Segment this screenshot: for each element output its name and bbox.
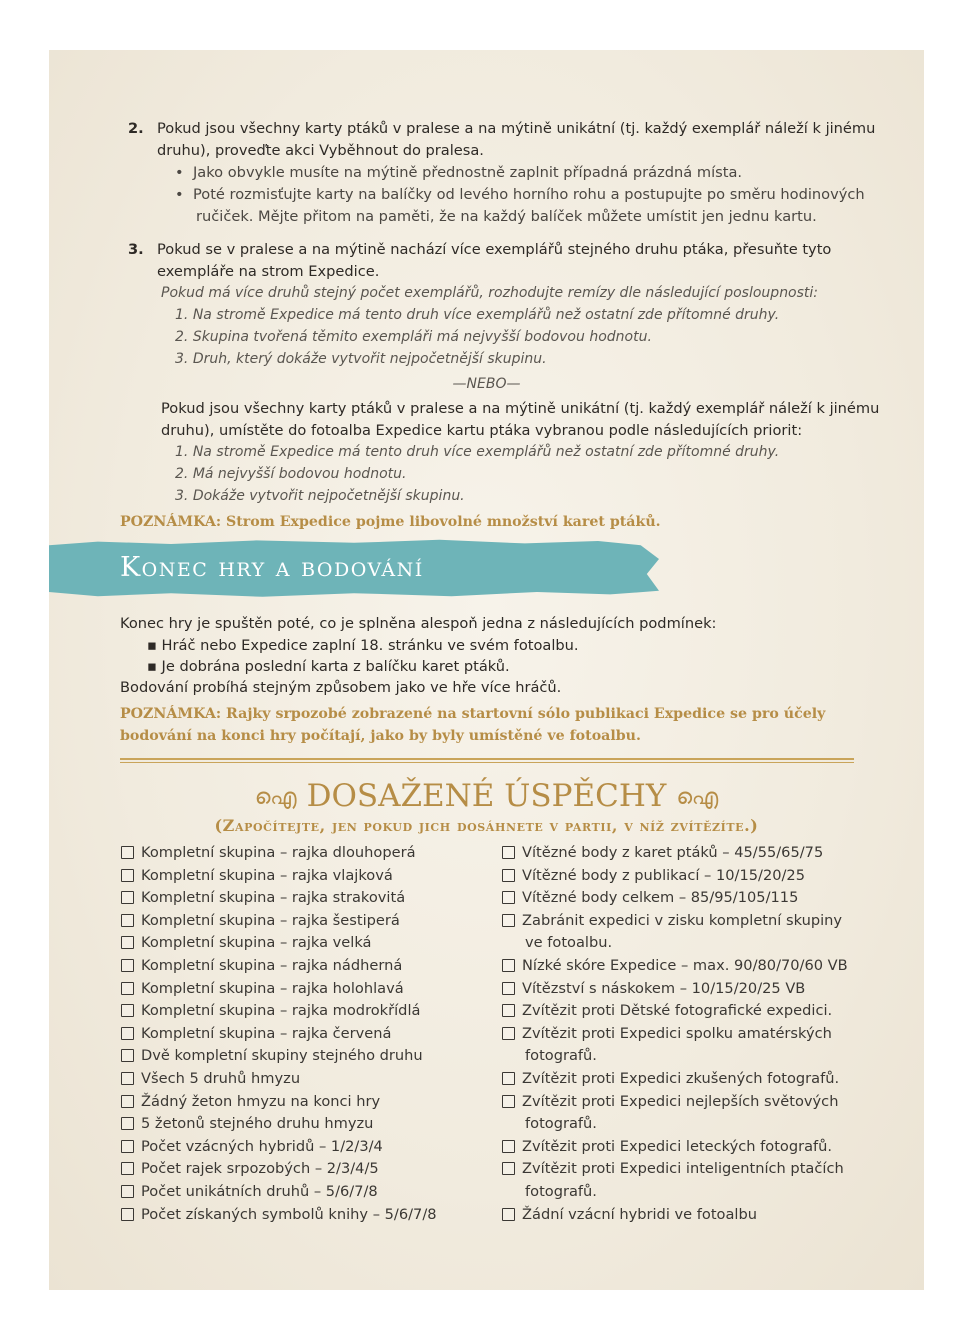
achievement-item[interactable] (121, 955, 437, 978)
checkbox-icon[interactable] (121, 1185, 134, 1198)
checkbox-icon[interactable] (121, 869, 134, 882)
achievement-label-continued (502, 1045, 848, 1068)
checkbox-icon[interactable] (121, 1162, 134, 1175)
divider-rule-thin (120, 762, 854, 763)
checkbox-icon[interactable] (121, 1208, 134, 1221)
checkbox-icon[interactable] (502, 914, 515, 927)
priority-1 (175, 441, 779, 463)
achievement-item[interactable] (121, 1204, 437, 1227)
step-2-bullet-2-cont: ručiček. Mějte přitom na paměti, že na každý balíček můžete umístit jen jednu kartu. (196, 208, 817, 225)
achievement-item[interactable] (502, 1023, 848, 1046)
achievement-item[interactable] (121, 910, 437, 933)
achievement-label: Všech 5 druhů hmyzu (141, 1069, 301, 1087)
bullet-icon: • (175, 186, 184, 203)
checkbox-icon[interactable] (502, 869, 515, 882)
bullet-icon: ▪ (147, 637, 162, 654)
achievement-label-line2: fotografů. (525, 1182, 597, 1200)
checkbox-icon[interactable] (121, 891, 134, 904)
bullet-icon: • (175, 164, 184, 181)
flourish-left-icon: ഐ (254, 784, 297, 810)
achievement-label-continued (502, 1113, 848, 1136)
achievement-label: Zvítězit proti Expedici zkušených fotografů. (522, 1069, 840, 1087)
note-scoring-line2: bodování na konci hry počítají, jako by byly umístěné ve fotoalbu. (120, 728, 641, 744)
achievement-label: Zvítězit proti Expedici leteckých fotografů. (522, 1137, 833, 1155)
checkbox-icon[interactable] (502, 982, 515, 995)
achievement-item[interactable] (502, 842, 848, 865)
achievement-item[interactable] (121, 1023, 437, 1046)
achievement-label: Kompletní skupina – rajka holohlavá (141, 979, 404, 997)
end-condition-1 (147, 635, 579, 657)
checkbox-icon[interactable] (121, 1049, 134, 1062)
achievement-label: 5 žetonů stejného druhu hmyzu (141, 1115, 374, 1133)
list-text: Na stromě Expedice má tento druh více exemplářů než ostatní zde přítomné druhy. (192, 307, 780, 323)
scoring-text: Bodování probíhá stejným způsobem jako ve hře více hráčů. (120, 679, 562, 696)
tiebreak-intro: Pokud má více druhů stejný počet exemplářů, rozhodujte remízy dle následující posloupnosti: (161, 285, 819, 301)
achievement-label: Počet získaných symbolů knihy – 5/6/7/8 (141, 1205, 437, 1223)
achievement-label: Dvě kompletní skupiny stejného druhu (141, 1047, 423, 1065)
end-intro: Konec hry je spuštěn poté, co je splněna alespoň jedna z následujících podmínek: (120, 615, 717, 632)
achievements-left-column (121, 842, 437, 1226)
priority-2 (175, 463, 406, 485)
checkbox-icon[interactable] (121, 914, 134, 927)
rulebook-page (49, 50, 924, 1290)
step-2-number: 2. (128, 120, 144, 137)
achievement-label-continued (502, 1181, 848, 1204)
achievement-item[interactable] (121, 1000, 437, 1023)
achievement-label: Kompletní skupina – rajka šestiperá (141, 911, 400, 929)
achievement-item[interactable] (502, 1204, 848, 1227)
checkbox-icon[interactable] (121, 1027, 134, 1040)
checkbox-icon[interactable] (502, 891, 515, 904)
alt-line2: druhu), umístěte do fotoalba Expedice kartu ptáka vybranou podle následujících priorit: (161, 422, 803, 439)
achievement-label-line2: ve fotoalbu. (525, 934, 613, 952)
checkbox-icon[interactable] (502, 1140, 515, 1153)
achievement-label: Kompletní skupina – rajka vlajková (141, 866, 393, 884)
checkbox-icon[interactable] (502, 1162, 515, 1175)
list-text: Dokáže vytvořit nejpočetnější skupinu. (192, 488, 465, 504)
achievement-item[interactable] (502, 978, 848, 1001)
flourish-right-icon: ഐ (676, 784, 719, 810)
achievement-item[interactable] (121, 932, 437, 955)
achievement-label: Kompletní skupina – rajka dlouhoperá (141, 844, 416, 861)
achievement-item[interactable] (121, 1181, 437, 1204)
achievement-label: Kompletní skupina – rajka strakovitá (141, 889, 406, 907)
checkbox-icon[interactable] (121, 982, 134, 995)
achievement-label: Kompletní skupina – rajka červená (141, 1024, 392, 1042)
list-text: Má nejvyšší bodovou hodnotu. (192, 466, 407, 482)
achievement-item[interactable] (121, 1045, 437, 1068)
achievement-item[interactable] (502, 1000, 848, 1023)
achievement-label-continued (502, 932, 848, 955)
achievement-label: Vítězné body z publikací – 10/15/20/25 (522, 866, 806, 884)
achievement-item[interactable] (121, 865, 437, 888)
step-2-line2: druhu), proveďte akci Vyběhnout do pralesa. (157, 142, 484, 159)
section-title: Konec hry a bodování (120, 552, 424, 583)
bullet-text: Jako obvykle musíte na mýtině přednostně zaplnit případná prázdná místa. (193, 164, 743, 181)
achievement-item[interactable] (502, 1068, 848, 1091)
condition-text: Je dobrána poslední karta z balíčku karet ptáků. (161, 658, 510, 675)
achievement-item[interactable] (121, 1158, 437, 1181)
achievement-label: Žádný žeton hmyzu na konci hry (141, 1092, 381, 1110)
checkbox-icon[interactable] (121, 959, 134, 972)
achievements-title (49, 776, 924, 818)
checkbox-icon[interactable] (121, 1140, 134, 1153)
list-number: 2. (175, 466, 189, 482)
achievement-item[interactable] (121, 1113, 437, 1136)
achievement-label: Vítězné body celkem – 85/95/105/115 (522, 889, 799, 907)
checkbox-icon[interactable] (502, 846, 515, 859)
checkbox-icon[interactable] (502, 1004, 515, 1017)
checkbox-icon[interactable] (502, 1095, 515, 1108)
achievement-label: Počet vzácných hybridů – 1/2/3/4 (141, 1137, 383, 1155)
list-text: Skupina tvořená těmito exempláři má nejvyšší bodovou hodnotu. (192, 329, 652, 345)
step-3-line1: Pokud se v pralese a na mýtině nachází více exemplářů stejného druhu ptáka, přesuňte tyto (157, 241, 832, 258)
tiebreak-3 (175, 348, 547, 370)
list-text: Na stromě Expedice má tento druh více exemplářů než ostatní zde přítomné druhy. (192, 444, 780, 460)
list-number: 3. (175, 351, 189, 367)
achievement-item[interactable] (502, 1158, 848, 1181)
achievement-label-line2: fotografů. (525, 1047, 597, 1065)
bullet-text: Poté rozmisťujte karty na balíčky od levého horního rohu a postupujte po směru hodinových (193, 186, 865, 203)
checkbox-icon[interactable] (121, 1117, 134, 1130)
achievement-item[interactable] (502, 910, 848, 933)
step-2-bullet-2 (175, 184, 865, 206)
achievement-label: Nízké skóre Expedice – max. 90/80/70/60 VB (522, 956, 848, 974)
tiebreak-1 (175, 304, 779, 326)
list-number: 1. (175, 307, 189, 323)
achievement-label: Kompletní skupina – rajka modrokřídlá (141, 1002, 421, 1020)
achievements-subtitle: (Započítejte, jen pokud jich dosáhnete v partii, v níž zvítězíte.) (214, 816, 759, 835)
checkbox-icon[interactable] (121, 1072, 134, 1085)
achievement-item[interactable] (121, 978, 437, 1001)
checkbox-icon[interactable] (502, 1208, 515, 1221)
list-number: 3. (175, 488, 189, 504)
achievement-item[interactable] (502, 887, 848, 910)
achievement-item[interactable] (121, 1091, 437, 1114)
checkbox-icon[interactable] (502, 1027, 515, 1040)
bullet-icon: ▪ (147, 658, 162, 675)
achievement-label: Počet unikátních druhů – 5/6/7/8 (141, 1182, 378, 1200)
priority-3 (175, 485, 465, 507)
achievements-title-text: DOSAŽENÉ ÚSPĚCHY (306, 778, 667, 814)
note-scoring-line1: POZNÁMKA: Rajky srpozobé zobrazené na startovní sólo publikaci Expedice se pro účely (120, 706, 826, 722)
list-number: 2. (175, 329, 189, 345)
note-expedition-tree: POZNÁMKA: Strom Expedice pojme libovolné množství karet ptáků. (120, 514, 661, 530)
achievement-item[interactable] (121, 1068, 437, 1091)
achievement-label: Zvítězit proti Dětské fotografické expedici. (522, 1002, 833, 1020)
achievement-label: Kompletní skupina – rajka nádherná (141, 956, 403, 974)
checkbox-icon[interactable] (502, 1072, 515, 1085)
achievement-label: Zvítězit proti Expedici nejlepších světových (522, 1092, 839, 1110)
checkbox-icon[interactable] (502, 959, 515, 972)
achievement-item[interactable] (502, 955, 848, 978)
checkbox-icon[interactable] (121, 936, 134, 949)
achievement-item[interactable] (121, 842, 437, 865)
achievement-item[interactable] (121, 887, 437, 910)
end-condition-2 (147, 656, 510, 678)
achievement-label: Zvítězit proti Expedici inteligentních ptačích (522, 1160, 844, 1178)
achievement-item[interactable] (502, 865, 848, 888)
achievement-label: Žádní vzácní hybridi ve fotoalbu (522, 1205, 757, 1223)
checkbox-icon[interactable] (121, 1004, 134, 1017)
achievements-right-column (502, 842, 848, 1226)
achievement-item[interactable] (502, 1091, 848, 1114)
or-divider: —NEBO— (452, 376, 521, 392)
tiebreak-2 (175, 326, 652, 348)
step-2-bullet-1 (175, 162, 742, 184)
condition-text: Hráč nebo Expedice zaplní 18. stránku ve svém fotoalbu. (161, 637, 579, 654)
achievement-label: Vítězství s náskokem – 10/15/20/25 VB (522, 979, 806, 997)
achievement-label: Kompletní skupina – rajka velká (141, 934, 372, 952)
step-3-number: 3. (128, 241, 144, 258)
checkbox-icon[interactable] (121, 846, 134, 859)
achievement-label-line2: fotografů. (525, 1115, 597, 1133)
list-text: Druh, který dokáže vytvořit nejpočetnější skupinu. (192, 351, 547, 367)
achievement-item[interactable] (121, 1136, 437, 1159)
achievement-label: Zabránit expedici v zisku kompletní skupiny (522, 911, 843, 929)
step-2-line1: Pokud jsou všechny karty ptáků v pralese a na mýtině unikátní (tj. každý exemplář náleží k jinému (157, 120, 876, 137)
achievement-label: Vítězné body z karet ptáků – 45/55/65/75 (522, 844, 824, 861)
alt-line1: Pokud jsou všechny karty ptáků v pralese a na mýtině unikátní (tj. každý exemplář náleží k jinému (161, 400, 880, 417)
step-3-line2: exempláře na strom Expedice. (157, 263, 380, 280)
checkbox-icon[interactable] (121, 1095, 134, 1108)
list-number: 1. (175, 444, 189, 460)
achievement-item[interactable] (502, 1136, 848, 1159)
achievement-label: Zvítězit proti Expedici spolku amatérských (522, 1024, 832, 1042)
divider-rule (120, 758, 854, 760)
achievement-label: Počet rajek srpozobých – 2/3/4/5 (141, 1160, 379, 1178)
